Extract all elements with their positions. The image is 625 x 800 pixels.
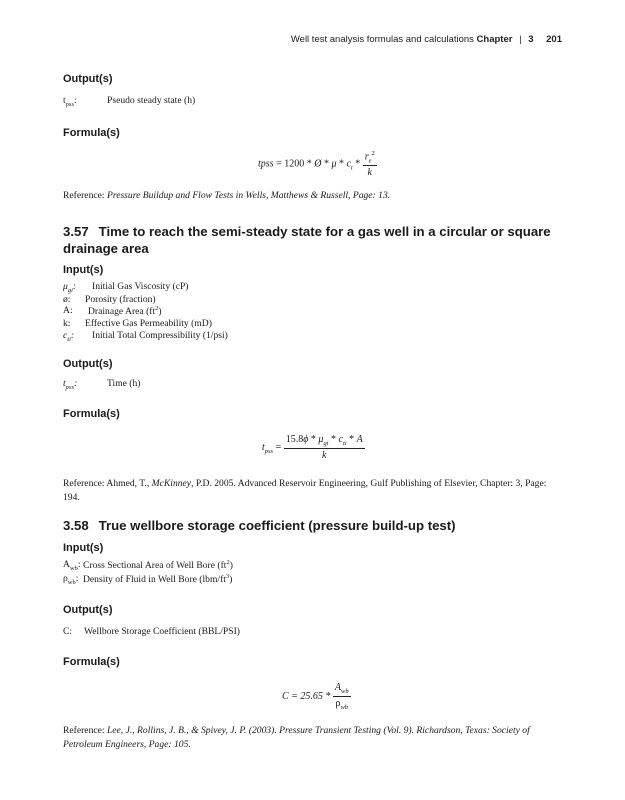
output-item-3-57: $t_{pss}$: Time (h) bbox=[63, 378, 141, 391]
input-row: $c_{ti}$: Initial Total Compressibility (1/psi) bbox=[63, 330, 228, 343]
output-heading-3-57: Output(s) bbox=[63, 358, 113, 370]
reference-1: Reference: Pressure Buildup and Flow Tests in Wells, Matthews & Russell, Page: 13. bbox=[63, 190, 391, 201]
chapter-label: Chapter bbox=[476, 34, 513, 45]
section-title-3-57: 3.57 Time to reach the semi-steady state for a gas well in a circular or square drainage area bbox=[63, 224, 551, 256]
page-number: 201 bbox=[546, 34, 562, 45]
input-row: $\rho_{wb}$: Density of Fluid in Well Bore $(lbm/ft^3)$ bbox=[63, 573, 233, 586]
input-row: A: Drainage Area $(ft^2)$ bbox=[63, 305, 162, 318]
input-heading-3-58: Input(s) bbox=[63, 542, 104, 554]
running-header bbox=[291, 34, 562, 45]
output-heading-1: Output(s) bbox=[63, 73, 113, 85]
running-title: Well test analysis formulas and calculations bbox=[290, 34, 474, 45]
formula-3-57: $t_{pss}$ = $\frac{15.8\phi * \mu_{gi} * c_{ti} * A}{k}$ bbox=[262, 434, 363, 461]
input-row: ø: Porosity (fraction) bbox=[63, 294, 156, 305]
chapter-number: 3 bbox=[528, 34, 534, 45]
output-heading-3-58: Output(s) bbox=[63, 604, 113, 616]
output-symbol: $t_{pss}$: bbox=[63, 95, 77, 108]
output-item-3-58: C: Wellbore Storage Coefficient (BBL/PSI) bbox=[63, 626, 240, 637]
formula-heading-1: Formula(s) bbox=[63, 127, 120, 139]
input-row: $\mu_{gi}$: Initial Gas Viscosity (cP) bbox=[63, 281, 189, 294]
formula-3-58: C = 25.65 * $\frac{A_{wb}}{\rho_{wb}}$ bbox=[282, 682, 349, 711]
input-heading-3-57: Input(s) bbox=[63, 264, 104, 276]
output-item-1 bbox=[63, 95, 196, 108]
input-row: $A_{wb}$: Cross Sectional Area of Well Bore $(ft^2)$ bbox=[63, 559, 233, 572]
header-separator: | bbox=[519, 34, 522, 45]
output-desc: Pseudo steady state (h) bbox=[107, 95, 196, 106]
reference-3-57: Reference: Ahmed, T., McKinney, P.D. 2005. Advanced Reservoir Engineering, Gulf Publishing of Elsevier, Chapter: 3, Page: 194. bbox=[63, 478, 547, 503]
reference-3-58: Reference: Lee, J., Rollins, J. B., & Spivey, J. P. (2003). Pressure Transient Testing (Vol. 9). Richardson, Texas: Society of Petroleum Engineers, Page: 105. bbox=[63, 725, 530, 750]
input-row: k: Effective Gas Permeability (mD) bbox=[63, 318, 212, 329]
formula-heading-3-58: Formula(s) bbox=[63, 656, 120, 668]
section-title-3-58: 3.58 True wellbore storage coefficient (pressure build-up test) bbox=[63, 518, 456, 533]
formula-heading-3-57: Formula(s) bbox=[63, 408, 120, 420]
formula-pss: tpss = 1200 * Ø * μ * $c_t$ * $\frac{r_e^2}{k}$ bbox=[258, 150, 375, 179]
